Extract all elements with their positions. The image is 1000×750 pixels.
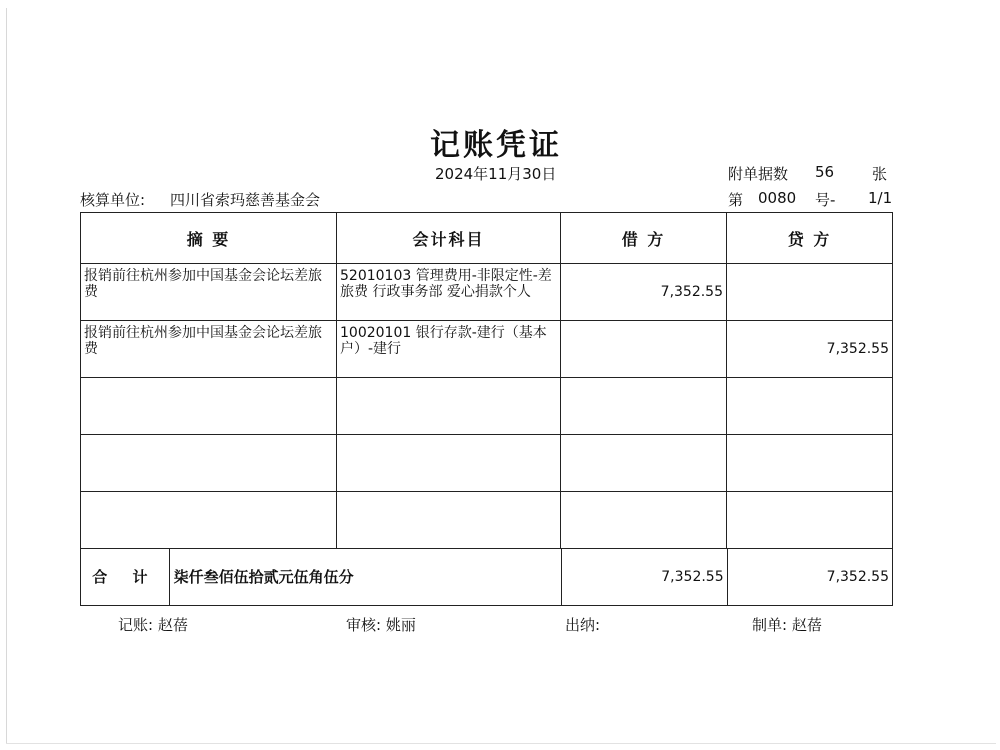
row-summary	[81, 492, 336, 496]
cashier-signature: 出纳:	[565, 616, 601, 634]
unit-label: 核算单位:	[80, 191, 146, 209]
scan-edge-left	[6, 8, 7, 744]
total-amount-in-words: 柒仟叁佰伍拾贰元伍角伍分	[170, 549, 563, 605]
preparer-signature: 制单: 赵蓓	[752, 616, 822, 634]
row-debit	[561, 435, 726, 455]
attachments-count: 56	[815, 163, 835, 181]
header-account: 会计科目	[337, 213, 561, 264]
total-debit: 7,352.55	[562, 549, 727, 605]
row-credit	[727, 378, 892, 398]
voucher-number-prefix: 第	[728, 191, 744, 209]
unit-name: 四川省索玛慈善基金会	[170, 191, 321, 209]
row-credit: 7,352.55	[826, 341, 889, 357]
row-account: 10020101 银行存款-建行（基本户）-建行	[340, 325, 547, 357]
reviewer-signature: 审核: 姚丽	[346, 616, 416, 634]
voucher-title: 记账凭证	[430, 128, 562, 163]
row-debit	[561, 321, 726, 341]
voucher-table	[80, 212, 893, 606]
table-row	[81, 492, 893, 549]
header-debit: 借 方	[561, 213, 727, 264]
scan-edge-bottom	[6, 743, 996, 744]
voucher-number-suffix: 号-	[815, 191, 836, 209]
header-row	[81, 213, 893, 264]
row-debit: 7,352.55	[660, 284, 723, 300]
header-credit: 贷 方	[727, 213, 893, 264]
row-credit	[727, 435, 892, 455]
row-account	[337, 378, 560, 382]
table-row	[81, 378, 893, 435]
voucher-date: 2024年11月30日	[435, 165, 557, 183]
row-summary: 报销前往杭州参加中国基金会论坛差旅费	[84, 325, 322, 357]
total-label: 合 计	[81, 549, 170, 605]
header-summary: 摘 要	[81, 213, 337, 264]
voucher-page-number: 1/1	[868, 189, 893, 207]
row-account	[337, 435, 560, 439]
attachments-label: 附单据数	[728, 165, 789, 183]
row-credit	[727, 264, 892, 284]
table-row	[81, 321, 893, 378]
voucher-number: 0080	[758, 189, 797, 207]
table-row	[81, 264, 893, 321]
row-summary: 报销前往杭州参加中国基金会论坛差旅费	[84, 268, 322, 300]
row-debit	[561, 378, 726, 398]
table-row	[81, 435, 893, 492]
attachments-unit: 张	[872, 165, 888, 183]
row-debit	[561, 492, 726, 512]
row-summary	[81, 378, 336, 382]
bookkeeper-signature: 记账: 赵蓓	[118, 616, 188, 634]
row-account	[337, 492, 560, 496]
row-credit	[727, 492, 892, 512]
row-summary	[81, 435, 336, 439]
total-row	[81, 549, 893, 606]
total-credit: 7,352.55	[826, 569, 889, 585]
row-account: 52010103 管理费用-非限定性-差旅费 行政事务部 爱心捐款个人	[340, 268, 552, 300]
